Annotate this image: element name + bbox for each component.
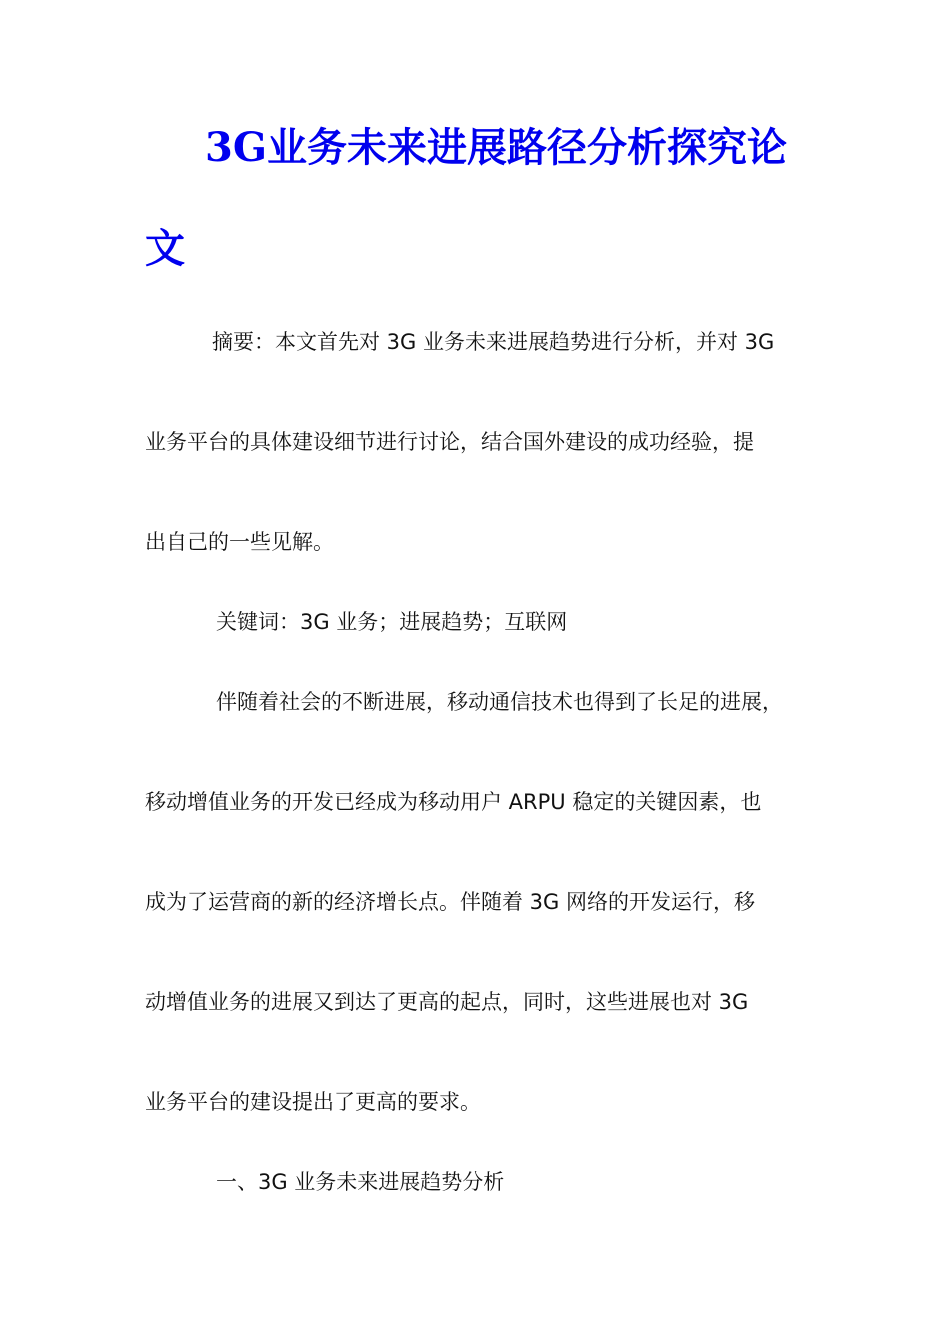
body-line-3: 成为了运营商的新的经济增长点。伴随着 3G 网络的开发运行，移 <box>145 890 755 914</box>
body-line-4: 动增值业务的进展又到达了更高的起点，同时，这些进展也对 3G <box>145 990 749 1014</box>
section-heading-1: 一、3G 业务未来进展趋势分析 <box>216 1170 505 1194</box>
abstract-line-3: 出自己的一些见解。 <box>145 530 334 554</box>
abstract-line-2: 业务平台的具体建设细节进行讨论，结合国外建设的成功经验，提 <box>145 430 754 454</box>
document-title-line-2: 文 <box>145 225 185 272</box>
document-title-line-1: 3G业务未来进展路径分析探究论 <box>205 124 787 171</box>
keywords-line: 关键词：3G 业务；进展趋势；互联网 <box>216 610 568 634</box>
abstract-line-1: 摘要：本文首先对 3G 业务未来进展趋势进行分析，并对 3G <box>212 330 775 354</box>
body-line-2: 移动增值业务的开发已经成为移动用户 ARPU 稳定的关键因素，也 <box>145 790 762 814</box>
body-line-5: 业务平台的建设提出了更高的要求。 <box>145 1090 481 1114</box>
body-line-1: 伴随着社会的不断进展，移动通信技术也得到了长足的进展， <box>216 690 783 714</box>
